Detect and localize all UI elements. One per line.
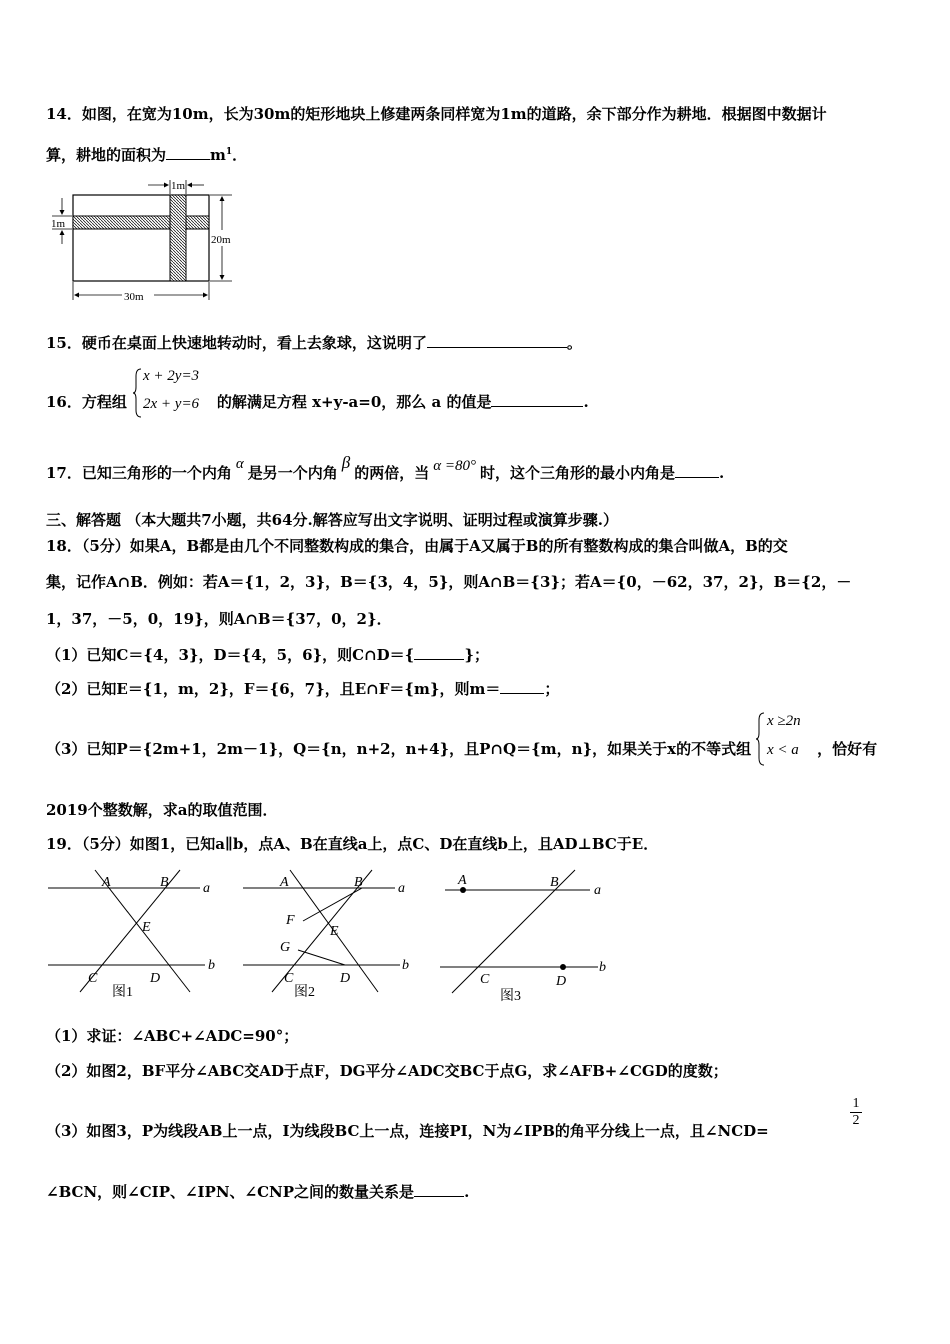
- answer-blank-q18-2[interactable]: [500, 679, 544, 694]
- q18-part3: [46, 739, 877, 759]
- q19-line1: 19．（5分）如图1，已知a∥b，点A、B在直线a上，点C、D在直线b上，且AD⊥BC于E．: [46, 835, 659, 853]
- equation-2: 2x + y=6: [143, 396, 200, 412]
- q17-text-d: 时，这个三角形的最小内角是: [480, 464, 676, 482]
- label-line-b: b: [208, 958, 215, 973]
- q17-text-b: 是另一个内角: [247, 464, 338, 482]
- answer-blank-q18-1[interactable]: [414, 645, 464, 660]
- q16-line: [46, 392, 589, 412]
- alpha-symbol: α: [235, 456, 244, 472]
- q14-end: ．: [232, 146, 248, 164]
- q17-line: [46, 453, 725, 484]
- label-line-b: b: [402, 958, 409, 973]
- q17-text-c: 的两倍，当: [354, 464, 430, 482]
- answer-blank-q17[interactable]: [675, 463, 719, 478]
- label-line-a: a: [203, 881, 210, 896]
- unit: m: [210, 146, 226, 164]
- figure-2: [243, 870, 409, 1000]
- section-3-heading: 三、解答题 （本大题共7小题，共64分.解答应写出文字说明、证明过程或演算步骤.）: [46, 511, 618, 529]
- q19-p3-end: .: [464, 1183, 470, 1201]
- dim-left-label: 1m: [51, 218, 66, 230]
- road-vertical: [170, 195, 186, 281]
- label-G: G: [280, 940, 291, 955]
- label-C: C: [88, 971, 98, 986]
- q14-figure: [44, 172, 254, 302]
- q16-end: .: [583, 393, 589, 411]
- q18-p2-end: ；: [544, 680, 560, 698]
- caption-fig3: 图3: [500, 989, 521, 1004]
- q19-part3-cont: [46, 1182, 469, 1202]
- label-D: D: [150, 971, 161, 986]
- road-horizontal: [73, 216, 209, 229]
- answer-blank-q15[interactable]: [427, 333, 567, 348]
- q17-text-a: 17．已知三角形的一个内角: [46, 464, 232, 482]
- q18-line2: 集，记作A∩B．例如：若A＝{1，2，3}，B＝{3，4，5}，则A∩B＝{3}；若A＝{0，－62，37，2}，B＝{2，－: [46, 573, 852, 591]
- q18-p1-end: }；: [464, 646, 489, 664]
- q19-figures: [40, 865, 620, 1010]
- label-E: E: [142, 920, 151, 935]
- label-line-a: a: [594, 883, 601, 898]
- q18-part2: [46, 679, 559, 699]
- dim-top-label: 1m: [171, 180, 186, 192]
- equation-brace: [133, 368, 143, 418]
- label-line-b: b: [599, 960, 606, 975]
- q19-part2: （2）如图2，BF平分∠ABC交AD于点F，DG平分∠ADC交BC于点G，求∠AFB+∠CGD的度数；: [46, 1062, 728, 1080]
- q16-suffix: 的解满足方程 x+y-a=0，那么 a 的值是: [216, 393, 492, 411]
- beta-symbol: β: [341, 453, 351, 472]
- inequality-brace: [756, 712, 766, 766]
- unit-sup: 1: [225, 147, 233, 157]
- q14-line1: 14．如图，在宽为10m，长为30m的矩形地块上修建两条同样宽为1m的道路，余下部分作为耕地．根据图中数据计: [46, 105, 827, 123]
- label-A: A: [280, 875, 289, 890]
- label-C: C: [480, 972, 490, 987]
- answer-blank-q19-3[interactable]: [414, 1182, 464, 1197]
- inequality-1: x ≥2n: [767, 713, 801, 729]
- q18-p3-text-b: ，恰好有: [817, 740, 878, 758]
- label-A: A: [458, 873, 467, 888]
- label-B: B: [160, 875, 169, 890]
- q18-line1: 18．（5分）如果A，B都是由几个不同整数构成的集合，由属于A又属于B的所有整数构成的集合叫做A，B的交: [46, 537, 788, 555]
- dim-bottom-label: 30m: [124, 291, 144, 302]
- q17-end: .: [719, 464, 725, 482]
- q18-part3-cont: 2019个整数解，求a的取值范围．: [46, 801, 278, 819]
- label-F: F: [286, 913, 295, 928]
- label-A: A: [102, 875, 111, 890]
- answer-blank-q14[interactable]: [166, 145, 210, 160]
- q14-line2: [46, 142, 247, 165]
- label-D: D: [556, 974, 567, 989]
- caption-fig1: 图1: [112, 985, 133, 1000]
- q18-p3-text: （3）已知P＝{2m+1，2m－1}，Q＝{n，n+2，n+4}，且P∩Q＝{m，n}，如果关于x的不等式组: [46, 740, 752, 758]
- inequality-2: x < a: [767, 742, 799, 758]
- q18-part1: [46, 645, 489, 665]
- q19-part3: （3）如图3，P为线段AB上一点，I为线段BC上一点，连接PI，N为∠IPB的角平分线上一点，且∠NCD=: [46, 1122, 769, 1140]
- q15-end: 。: [566, 334, 582, 352]
- fraction-half: [850, 1096, 862, 1129]
- alpha-condition: α =80°: [433, 458, 477, 474]
- label-E: E: [330, 924, 339, 939]
- field-rect: [73, 195, 209, 281]
- q14-text: 算，耕地的面积为: [46, 146, 167, 164]
- q19-part1: （1）求证：∠ABC+∠ADC=90°；: [46, 1027, 299, 1045]
- equation-1: x + 2y=3: [143, 368, 200, 384]
- label-B: B: [354, 875, 363, 890]
- fraction-denominator: 2: [850, 1112, 862, 1129]
- figure-3: [440, 870, 606, 1004]
- q15-text: 15．硬币在桌面上快速地转动时，看上去象球，这说明了: [46, 334, 427, 352]
- figure-1: [48, 870, 215, 1000]
- label-D: D: [340, 971, 351, 986]
- fraction-numerator: 1: [852, 1096, 860, 1111]
- q16-prefix: 16．方程组: [46, 393, 127, 411]
- dim-right-label: 20m: [211, 234, 231, 246]
- q18-p2-text: （2）已知E＝{1，m，2}，F＝{6，7}，且E∩F＝{m}，则m＝: [46, 680, 501, 698]
- label-line-a: a: [398, 881, 405, 896]
- q18-p1-text: （1）已知C＝{4，3}，D＝{4，5，6}，则C∩D＝{: [46, 646, 415, 664]
- label-C: C: [284, 971, 294, 986]
- q19-p3-text: ∠BCN，则∠CIP、∠IPN、∠CNP之间的数量关系是: [46, 1183, 415, 1201]
- answer-blank-q16[interactable]: [491, 392, 583, 407]
- label-B: B: [550, 875, 559, 890]
- q15-line: [46, 333, 582, 353]
- q18-line3: 1，37，－5，0，19}，则A∩B＝{37，0，2}．: [46, 610, 392, 628]
- caption-fig2: 图2: [294, 985, 315, 1000]
